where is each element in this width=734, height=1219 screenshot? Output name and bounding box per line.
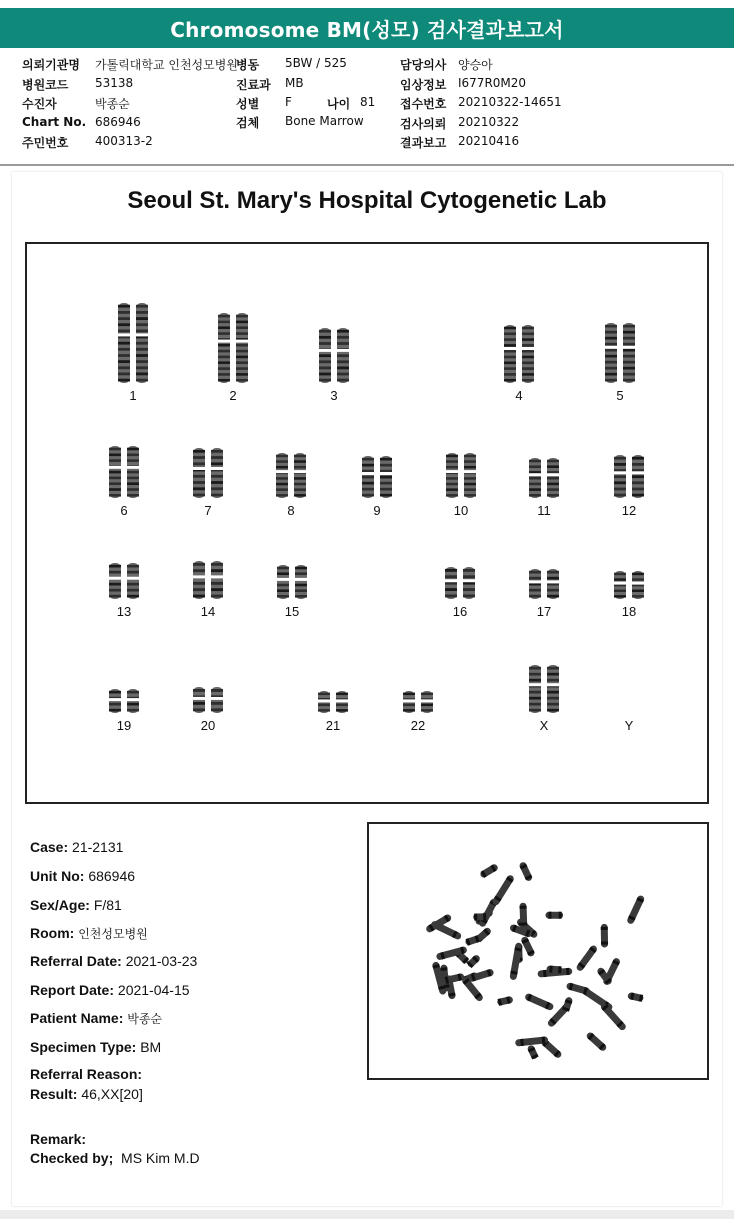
chromosome-pair-17: [529, 568, 559, 600]
resident-no-label: 주민번호: [22, 136, 69, 150]
report-date-value: 20210416: [458, 134, 520, 148]
ward-label: 병동: [236, 58, 260, 72]
chromosome-pair-9: [362, 455, 392, 499]
chromosome-label-5: 5: [616, 388, 624, 403]
chromosome-label-8: 8: [287, 503, 295, 518]
checked-by-row: [30, 1150, 200, 1166]
sex-value: F: [285, 95, 292, 109]
chromosome-label-10: 10: [453, 503, 469, 518]
chromosome-label-16: 16: [452, 604, 468, 619]
chromosome-pair-21: [318, 690, 348, 714]
resident-no-value: 400313-2: [95, 134, 153, 148]
department-label: 진료과: [236, 78, 271, 92]
chromosome-pair-14: [193, 560, 223, 600]
room-row: [30, 925, 148, 942]
chromosome-pair-3: [319, 327, 349, 384]
ward-value: 5BW / 525: [285, 56, 347, 70]
result-row: [30, 1086, 143, 1102]
case-label: Case:: [30, 839, 69, 855]
chromosome-label-7: 7: [204, 503, 212, 518]
chromosome-pair-8: [276, 452, 306, 499]
result-label: Result:: [30, 1086, 78, 1102]
referral-date-label: Referral Date:: [30, 953, 122, 969]
specimen-type-row: [30, 1039, 161, 1055]
patient-name-value: 박종순: [127, 1012, 163, 1026]
clinical-info-value: I677R0M20: [458, 76, 527, 90]
chromosome-label-18: 18: [621, 604, 637, 619]
chromosome-pair-11: [529, 457, 559, 499]
case-value: 21-2131: [72, 839, 124, 855]
chromosome-label-21: 21: [325, 718, 341, 733]
chromosome-label-14: 14: [200, 604, 216, 619]
receipt-no-label: 접수번호: [400, 97, 447, 111]
unit-no-label: Unit No:: [30, 868, 85, 884]
remark-label: Remark:: [30, 1131, 87, 1147]
specimen-type-label: Specimen Type:: [30, 1039, 137, 1055]
patient-value: 박종순: [95, 97, 130, 111]
remark-row: [30, 1131, 86, 1147]
specimen-value: Bone Marrow: [285, 114, 364, 128]
doctor-label: 담당의사: [400, 58, 447, 72]
doctor-value: 양승아: [458, 58, 493, 72]
patient-name-label: Patient Name:: [30, 1010, 124, 1026]
referral-date-value: 2021-03-23: [125, 953, 198, 969]
chromosome-pair-16: [445, 566, 475, 600]
chromosome-label-3: 3: [330, 388, 338, 403]
chromosome-pair-12: [614, 454, 644, 499]
specimen-type-value: BM: [140, 1039, 162, 1055]
chromosome-label-y: Y: [624, 718, 634, 733]
chromosome-pair-10: [446, 452, 476, 499]
chromosome-label-11: 11: [537, 503, 551, 518]
chromosome-label-19: 19: [116, 718, 132, 733]
chart-no-value: 686946: [95, 115, 141, 129]
chromosome-pair-19: [109, 688, 139, 714]
hospital-code-label: 병원코드: [22, 78, 69, 92]
chromosome-pair-7: [193, 447, 223, 499]
chromosome-pair-2: [218, 312, 248, 384]
chromosome-label-22: 22: [410, 718, 426, 733]
metaphase-image-panel: [367, 822, 709, 1080]
report-date-row: [30, 982, 190, 998]
age-label: 나이: [327, 97, 351, 111]
unit-no-row: [30, 868, 135, 884]
request-date-label: 검사의뢰: [400, 117, 447, 131]
referral-reason-label: Referral Reason:: [30, 1066, 143, 1082]
institution-value: 가톨릭대학교 인천성모병원: [95, 58, 238, 72]
lab-title: Seoul St. Mary's Hospital Cytogenetic Lab: [127, 187, 607, 214]
referral-date-row: [30, 953, 197, 969]
report-title: Chromosome BM(성모) 검사결과보고서: [0, 8, 734, 48]
case-report-date-value: 2021-04-15: [117, 982, 190, 998]
chromosome-label-17: 17: [536, 604, 552, 619]
sex-age-label: Sex/Age:: [30, 897, 90, 913]
chromosome-label-15: 15: [284, 604, 300, 619]
patient-name-row: [30, 1010, 162, 1027]
chromosome-pair-20: [193, 686, 223, 714]
chromosome-label-13: 13: [116, 604, 132, 619]
chromosome-pair-5: [605, 322, 635, 384]
specimen-label: 검체: [236, 116, 260, 130]
chromosome-label-x: X: [539, 718, 549, 733]
chromosome-label-6: 6: [120, 503, 128, 518]
room-value: 인천성모병원: [78, 927, 148, 941]
unit-no-value: 686946: [88, 868, 136, 884]
chromosome-label-20: 20: [200, 718, 216, 733]
case-report-date-label: Report Date:: [30, 982, 115, 998]
chart-no-label: Chart No.: [22, 115, 87, 129]
chromosome-label-4: 4: [515, 388, 523, 403]
chromosome-pair-15: [277, 564, 307, 600]
chromosome-label-1: 1: [129, 388, 137, 403]
request-date-value: 20210322: [458, 115, 520, 129]
patient-info-block: [0, 52, 734, 162]
metaphase-spread-image: [369, 824, 707, 1078]
institution-label: 의뢰기관명: [22, 58, 80, 72]
clinical-info-label: 임상정보: [400, 78, 447, 92]
chromosome-label-9: 9: [373, 503, 381, 518]
bottom-strip: [0, 1210, 734, 1219]
sex-age-row: [30, 897, 122, 913]
chromosome-label-12: 12: [621, 503, 637, 518]
header-divider: [0, 164, 734, 166]
room-label: Room:: [30, 925, 75, 941]
report-date-label: 결과보고: [400, 136, 447, 150]
sex-label: 성별: [236, 97, 260, 111]
chromosome-pair-22: [403, 690, 433, 714]
hospital-code-value: 53138: [95, 76, 134, 90]
patient-label: 수진자: [22, 97, 57, 111]
referral-reason-row: [30, 1066, 142, 1082]
age-value: 81: [360, 95, 376, 109]
checked-by-label: Checked by;: [30, 1150, 114, 1166]
checked-by-value: MS Kim M.D: [121, 1150, 200, 1166]
chromosome-pair-x: [529, 664, 559, 714]
chromosome-pair-6: [109, 445, 139, 499]
result-value: 46,XX[20]: [81, 1086, 143, 1102]
sex-age-value: F/81: [93, 897, 122, 913]
department-value: MB: [285, 76, 304, 90]
receipt-no-value: 20210322-14651: [458, 95, 562, 109]
chromosome-pair-4: [504, 324, 534, 384]
chromosome-pair-13: [109, 562, 139, 600]
chromosome-label-2: 2: [229, 388, 237, 403]
case-row: [30, 839, 123, 855]
chromosome-pair-1: [118, 302, 148, 384]
chromosome-pair-18: [614, 570, 644, 600]
